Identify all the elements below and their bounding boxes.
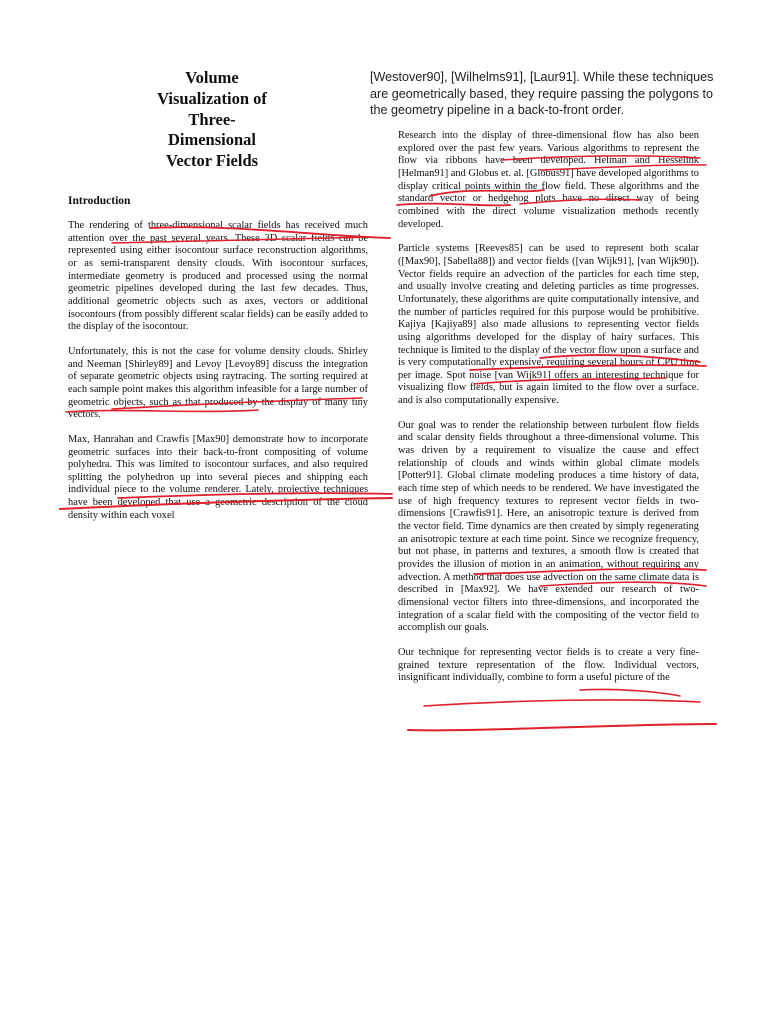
paragraph: Research into the display of three-dimensional flow has also been explored over the past few years. Various algorithms to represent the flow via ribbons have been developed. Helman and Hesselink [Helman91] and Globus et. al. [Globus91] have developed algorithms to display critical points within the flow field. These algorithms and the standard vector or hedgehog plots have no direct way of being combined with the direct volume visualization methods recently developed. xyxy=(398,130,699,230)
pen-underline xyxy=(424,700,700,706)
pen-underline xyxy=(408,724,716,730)
title-line: Visualization of xyxy=(157,88,267,108)
paragraph: Particle systems [Reeves85] can be used to represent both scalar ([Max90], [Sabella88]) and vector fields ([van Wijk91], [van Wijk90]). Vector fields require an advection of the particles for each time step, and usually involve creating and deleting particles as time progresses. Unfortunately, these algorithms are quite computationally intensive, and the number of particles required for this purpose would be prohibitive. Kajiya [Kajiya89] also made allusions to representing vector fields using algorithms developed for the display of hairy surfaces. This technique is limited to the display of the vector flow upon a surface and is very computationally expensive, requiring several hours of CPU time per image. Spot noise [van Wijk91] offers an interesting technique for visualizing flow fields, but is again limited to the flow over a surface. and is also computationally expensive. xyxy=(398,243,699,407)
title-line: Dimensional xyxy=(167,130,256,150)
paragraph: The rendering of three-dimensional scalar fields has received much attention over the past several years. These 3D scalar fields can be represented using either isocontour surface reconstruction algorithms, or as semi-transparent density clouds. With isocontour surfaces, intermediate geometry is produced and processed using the normal geometric pipelines developed during the last few decades. Thus, additional geometric objects such as axes, vectors or additional isocontours (from possibly different scalar fields) can be easily added to the display of the isocontour. xyxy=(68,220,368,333)
section-heading-introduction: Introduction xyxy=(68,195,131,207)
right-column xyxy=(398,130,699,697)
title-line: Vector Fields xyxy=(165,151,259,171)
paper-title xyxy=(112,68,312,172)
paragraph: Unfortunately, this is not the case for volume density clouds. Shirley and Neeman [Shirley89] and Levoy [Levoy89] discuss the integration of separate geometric objects using raytracing. The sorting required at each sample point makes this algorithm infeasible for a large number of geometric objects, such as that produced by the display of many tiny vectors. xyxy=(68,345,368,421)
title-line: Volume xyxy=(185,68,239,87)
title-line: Three- xyxy=(188,109,236,129)
top-right-paragraph: [Westover90], [Wilhelms91], [Laur91]. While these techniques are geometrically based, they require passing the polygons to the geometry pipeline in a back-to-front order. xyxy=(370,70,714,117)
left-column xyxy=(68,220,368,534)
paragraph: Max, Hanrahan and Crawfis [Max90] demonstrate how to incorporate geometric surfaces into their back-to-front compositing of volume polyhedra. This was limited to isocontour surfaces, and also required splitting the polyhedron up into several pieces and shipping each individual piece to the volume renderer. Lately, projective techniques have been developed that use a geometric description of the cloud density within each voxel xyxy=(68,433,368,521)
paragraph: Our goal was to render the relationship between turbulent flow fields and scalar density fields throughout a three-dimensional volume. This was driven by a requirement to visualize the cause and effect relationship of clouds and winds within global climate models [Potter91]. Global climate modeling produces a time history of data, each time step of which needs to be rendered. We have investigated the use of high frequency textures to represent vector fields in two-dimensions [Crawfis91]. Here, an anisotropic texture is derived from the vector field. Time dynamics are then created by simply regenerating an anisotropic texture at each time point. Since we recognize frequency, but not phase, in patterns and textures, a smooth flow is created that provides the illusion of motion in an animation, without requiring any advection. A method that does use advection on the same climate data is described in [Max92]. We have extended our research of two-dimensional vector filters into three-dimensions, and incorporated the integration of a scalar field with the compositing of the vector field to accomplish our goals. xyxy=(398,419,699,634)
paragraph: Our technique for representing vector fields is to create a very fine-grained texture representation of the flow. Individual vectors, insignificant individually, combine to form a useful picture of the xyxy=(398,646,699,684)
